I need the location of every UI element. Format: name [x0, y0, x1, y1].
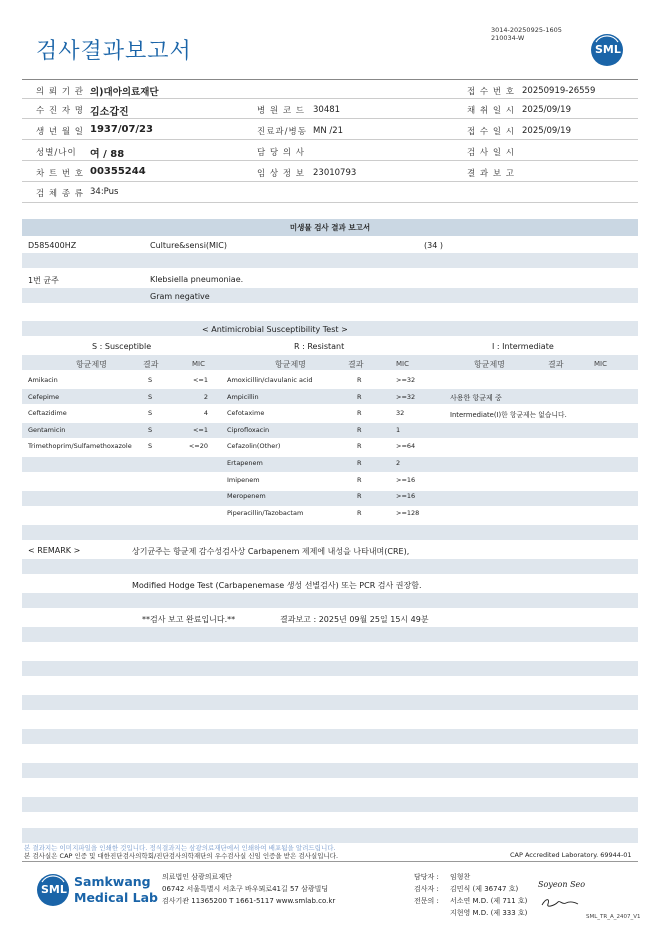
test-code: D585400HZ	[28, 241, 77, 250]
ast-left-mic: 4	[203, 409, 208, 417]
label-sex-age: 성별/나이	[36, 148, 77, 158]
label-birth-date: 생 년 월 일	[36, 127, 84, 137]
value-hospital-code: 30481	[313, 105, 341, 115]
specialist-name-2: 지현영 M.D. (제 333 호)	[450, 909, 528, 917]
org-name: 의료법인 삼광의료재단	[162, 873, 232, 881]
col-head-mic-left: MIC	[192, 360, 205, 368]
info-top-rule	[22, 79, 638, 80]
row-stripe	[22, 627, 638, 642]
row-stripe	[22, 457, 638, 472]
value-sex-age: 여 / 88	[90, 149, 125, 160]
report-code-2: 210034-W	[491, 34, 525, 42]
footer-warning: 본 결과지는 이미지파일을 인쇄한 것입니다. 정식결과지는 삼광의료재단에서 인쇄하여 배포됨을 알려드립니다.	[24, 844, 336, 852]
note-intermediate-1: 사용한 항균제 중	[450, 394, 502, 402]
label-requester: 의 뢰 기 관	[36, 87, 84, 97]
page-title: 검사결과보고서	[36, 39, 192, 64]
footer-rule	[22, 861, 638, 862]
gram-stain: Gram negative	[150, 292, 210, 301]
ast-left-mic: <=1	[192, 426, 208, 434]
signature-1: Soyeon Seo	[538, 880, 586, 889]
ast-mid-mic: >=16	[396, 492, 416, 500]
ast-left-result: S	[148, 376, 153, 384]
org-address: 06742 서울특별시 서초구 바우뫼로41길 57 삼광빌딩	[162, 885, 329, 893]
row-stripe	[22, 389, 638, 404]
report-complete: **검사 보고 완료입니다.**	[142, 615, 236, 624]
ast-mid-result: R	[357, 409, 362, 417]
col-head-drug-right: 항균제명	[474, 360, 505, 369]
ast-left-result: S	[148, 442, 153, 450]
col-head-drug-mid: 항균제명	[275, 360, 306, 369]
ast-left-mic: <=1	[192, 376, 208, 384]
ast-mid-result: R	[357, 492, 362, 500]
footer-logo	[36, 873, 70, 911]
ast-mid-result: R	[357, 426, 362, 434]
ast-left-drug: Amikacin	[28, 376, 58, 384]
info-rule	[22, 118, 638, 119]
row-stripe	[22, 559, 638, 574]
value-patient-name: 김소갑진	[90, 107, 129, 118]
sml-logo	[590, 33, 624, 71]
ast-mid-mic: >=64	[396, 442, 416, 450]
row-stripe	[22, 355, 638, 370]
ast-left-result: S	[148, 426, 153, 434]
specialist-label: 전문의 :	[414, 897, 439, 905]
col-head-mic-right: MIC	[594, 360, 607, 368]
value-department: MN /21	[313, 126, 344, 136]
organism-label: 1번 균주	[28, 276, 59, 285]
value-specimen-type: 34:Pus	[90, 187, 119, 197]
sml-logo-label: SML	[595, 43, 621, 56]
ast-mid-mic: 1	[396, 426, 401, 434]
value-chart-number: 00355244	[90, 166, 146, 177]
ast-mid-result: R	[357, 393, 362, 401]
remark-label: < REMARK >	[28, 546, 81, 555]
row-stripe	[22, 763, 638, 778]
ast-mid-result: R	[357, 376, 362, 384]
footer-logo-label: SML	[41, 883, 67, 896]
specialist-name-1: 서소연 M.D. (제 711 호)	[450, 897, 528, 905]
info-rule	[22, 202, 638, 203]
info-rule	[22, 139, 638, 140]
label-patient-name: 수 진 자 명	[36, 106, 84, 116]
value-birth-date: 1937/07/23	[90, 124, 153, 135]
ast-mid-drug: Cefazolin(Other)	[227, 442, 281, 450]
value-receipt-date: 2025/09/19	[522, 126, 571, 136]
label-doctor: 담 당 의 사	[257, 148, 305, 158]
col-head-mic-mid: MIC	[396, 360, 409, 368]
ast-left-result: S	[148, 393, 153, 401]
label-receipt-date: 접 수 일 시	[467, 127, 515, 137]
signature-2	[540, 895, 580, 914]
ast-mid-mic: 2	[396, 459, 401, 467]
row-stripe	[22, 661, 638, 676]
report-time: 결과보고 : 2025년 09월 25일 15시 49분	[280, 615, 429, 624]
ast-mid-drug: Amoxicillin/clavulanic acid	[227, 376, 313, 384]
ast-mid-mic: >=32	[396, 393, 416, 401]
test-number: (34 )	[424, 241, 443, 250]
value-receipt-number: 20250919-26559	[522, 86, 596, 96]
report-code-1: 3014-20250925-1605	[491, 26, 562, 34]
label-collection-date: 채 취 일 시	[467, 106, 515, 116]
info-rule	[22, 98, 638, 99]
ast-left-drug: Trimethoprim/Sulfamethoxazole	[28, 442, 132, 450]
legend-intermediate: I : Intermediate	[492, 342, 554, 351]
responsible-name: 임형찬	[450, 873, 471, 881]
row-stripe	[22, 593, 638, 608]
brand-line-1: Samkwang	[74, 874, 151, 889]
row-stripe	[22, 828, 638, 843]
ast-mid-drug: Meropenem	[227, 492, 266, 500]
col-head-result-right: 결과	[548, 360, 564, 369]
ast-left-drug: Cefepime	[28, 393, 60, 401]
row-stripe	[22, 491, 638, 506]
brand-line-2: Medical Lab	[74, 890, 158, 905]
ast-mid-result: R	[357, 442, 362, 450]
value-requester: 의)대아의료재단	[90, 87, 159, 98]
ast-mid-drug: Piperacillin/Tazobactam	[227, 509, 304, 517]
label-chart-number: 차 트 번 호	[36, 169, 84, 179]
row-stripe	[22, 423, 638, 438]
ast-mid-result: R	[357, 476, 362, 484]
label-hospital-code: 병 원 코 드	[257, 106, 305, 116]
label-department: 진료과/병동	[257, 127, 307, 137]
col-head-drug-left: 항균제명	[76, 360, 107, 369]
tester-label: 검사자 :	[414, 885, 439, 893]
ast-mid-mic: >=32	[396, 376, 416, 384]
responsible-label: 담당자 :	[414, 873, 439, 881]
col-head-result-left: 결과	[143, 360, 159, 369]
signature-scribble-icon	[540, 896, 580, 910]
legend-susceptible: S : Susceptible	[92, 342, 152, 351]
info-rule	[22, 181, 638, 182]
row-stripe	[22, 525, 638, 540]
label-receipt-number: 접 수 번 호	[467, 87, 515, 97]
label-specimen-type: 검 체 종 류	[36, 189, 84, 199]
value-collection-date: 2025/09/19	[522, 105, 571, 115]
report-codes	[491, 26, 562, 42]
value-clinical-info: 23010793	[313, 168, 357, 178]
label-test-date: 검 사 일 시	[467, 148, 515, 158]
ast-left-drug: Ceftazidime	[28, 409, 67, 417]
tester-name: 김민식 (제 36747 호)	[450, 885, 519, 893]
ast-left-mic: <=20	[188, 442, 208, 450]
ast-mid-drug: Ampicillin	[227, 393, 259, 401]
label-clinical-info: 임 상 정 보	[257, 169, 305, 179]
ast-mid-drug: Ertapenem	[227, 459, 263, 467]
org-contact: 검사기관 11365200 T 1661-5117 www.smlab.co.kr	[162, 897, 336, 905]
ast-left-drug: Gentamicin	[28, 426, 66, 434]
row-stripe	[22, 797, 638, 812]
ast-mid-mic: >=128	[396, 509, 420, 517]
row-stripe	[22, 695, 638, 710]
ast-mid-result: R	[357, 459, 362, 467]
ast-left-mic: 2	[203, 393, 208, 401]
footer-certification: 본 검사실은 CAP 인증 및 대한진단검사의학회/진단검사의학재단의 우수검사실 신임 인증을 받은 검사실입니다.	[24, 852, 339, 860]
label-result-report: 결 과 보 고	[467, 169, 515, 179]
ast-mid-mic: 32	[396, 409, 405, 417]
info-rule	[22, 160, 638, 161]
form-code: SML_TR_A_2407_V1	[586, 914, 641, 920]
ast-mid-drug: Imipenem	[227, 476, 260, 484]
ast-mid-result: R	[357, 509, 362, 517]
ast-left-result: S	[148, 409, 153, 417]
ast-title: < Antimicrobial Susceptibility Test >	[202, 325, 348, 334]
organism-name: Klebsiella pneumoniae.	[150, 275, 244, 284]
remark-line-2: Modified Hodge Test (Carbapenemase 생성 선별검사) 또는 PCR 검사 권장함.	[132, 581, 422, 590]
ast-mid-drug: Cefotaxime	[227, 409, 265, 417]
ast-mid-mic: >=16	[396, 476, 416, 484]
footer-cap: CAP Accredited Laboratory. 69944-01	[510, 851, 632, 859]
test-name: Culture&sensi(MIC)	[150, 241, 227, 250]
legend-resistant: R : Resistant	[294, 342, 345, 351]
note-intermediate-2: Intermediate(I)한 항균제는 없습니다.	[450, 411, 567, 419]
row-stripe	[22, 729, 638, 744]
remark-line-1: 상기균주는 항균제 감수성검사상 Carbapenem 제제에 내성을 나타내며(CRE),	[132, 547, 410, 556]
col-head-result-mid: 결과	[348, 360, 364, 369]
row-stripe	[22, 253, 638, 268]
ast-mid-drug: Ciprofloxacin	[227, 426, 270, 434]
row-stripe	[22, 288, 638, 303]
report-header: 미생물 검사 결과 보고서	[22, 219, 638, 236]
